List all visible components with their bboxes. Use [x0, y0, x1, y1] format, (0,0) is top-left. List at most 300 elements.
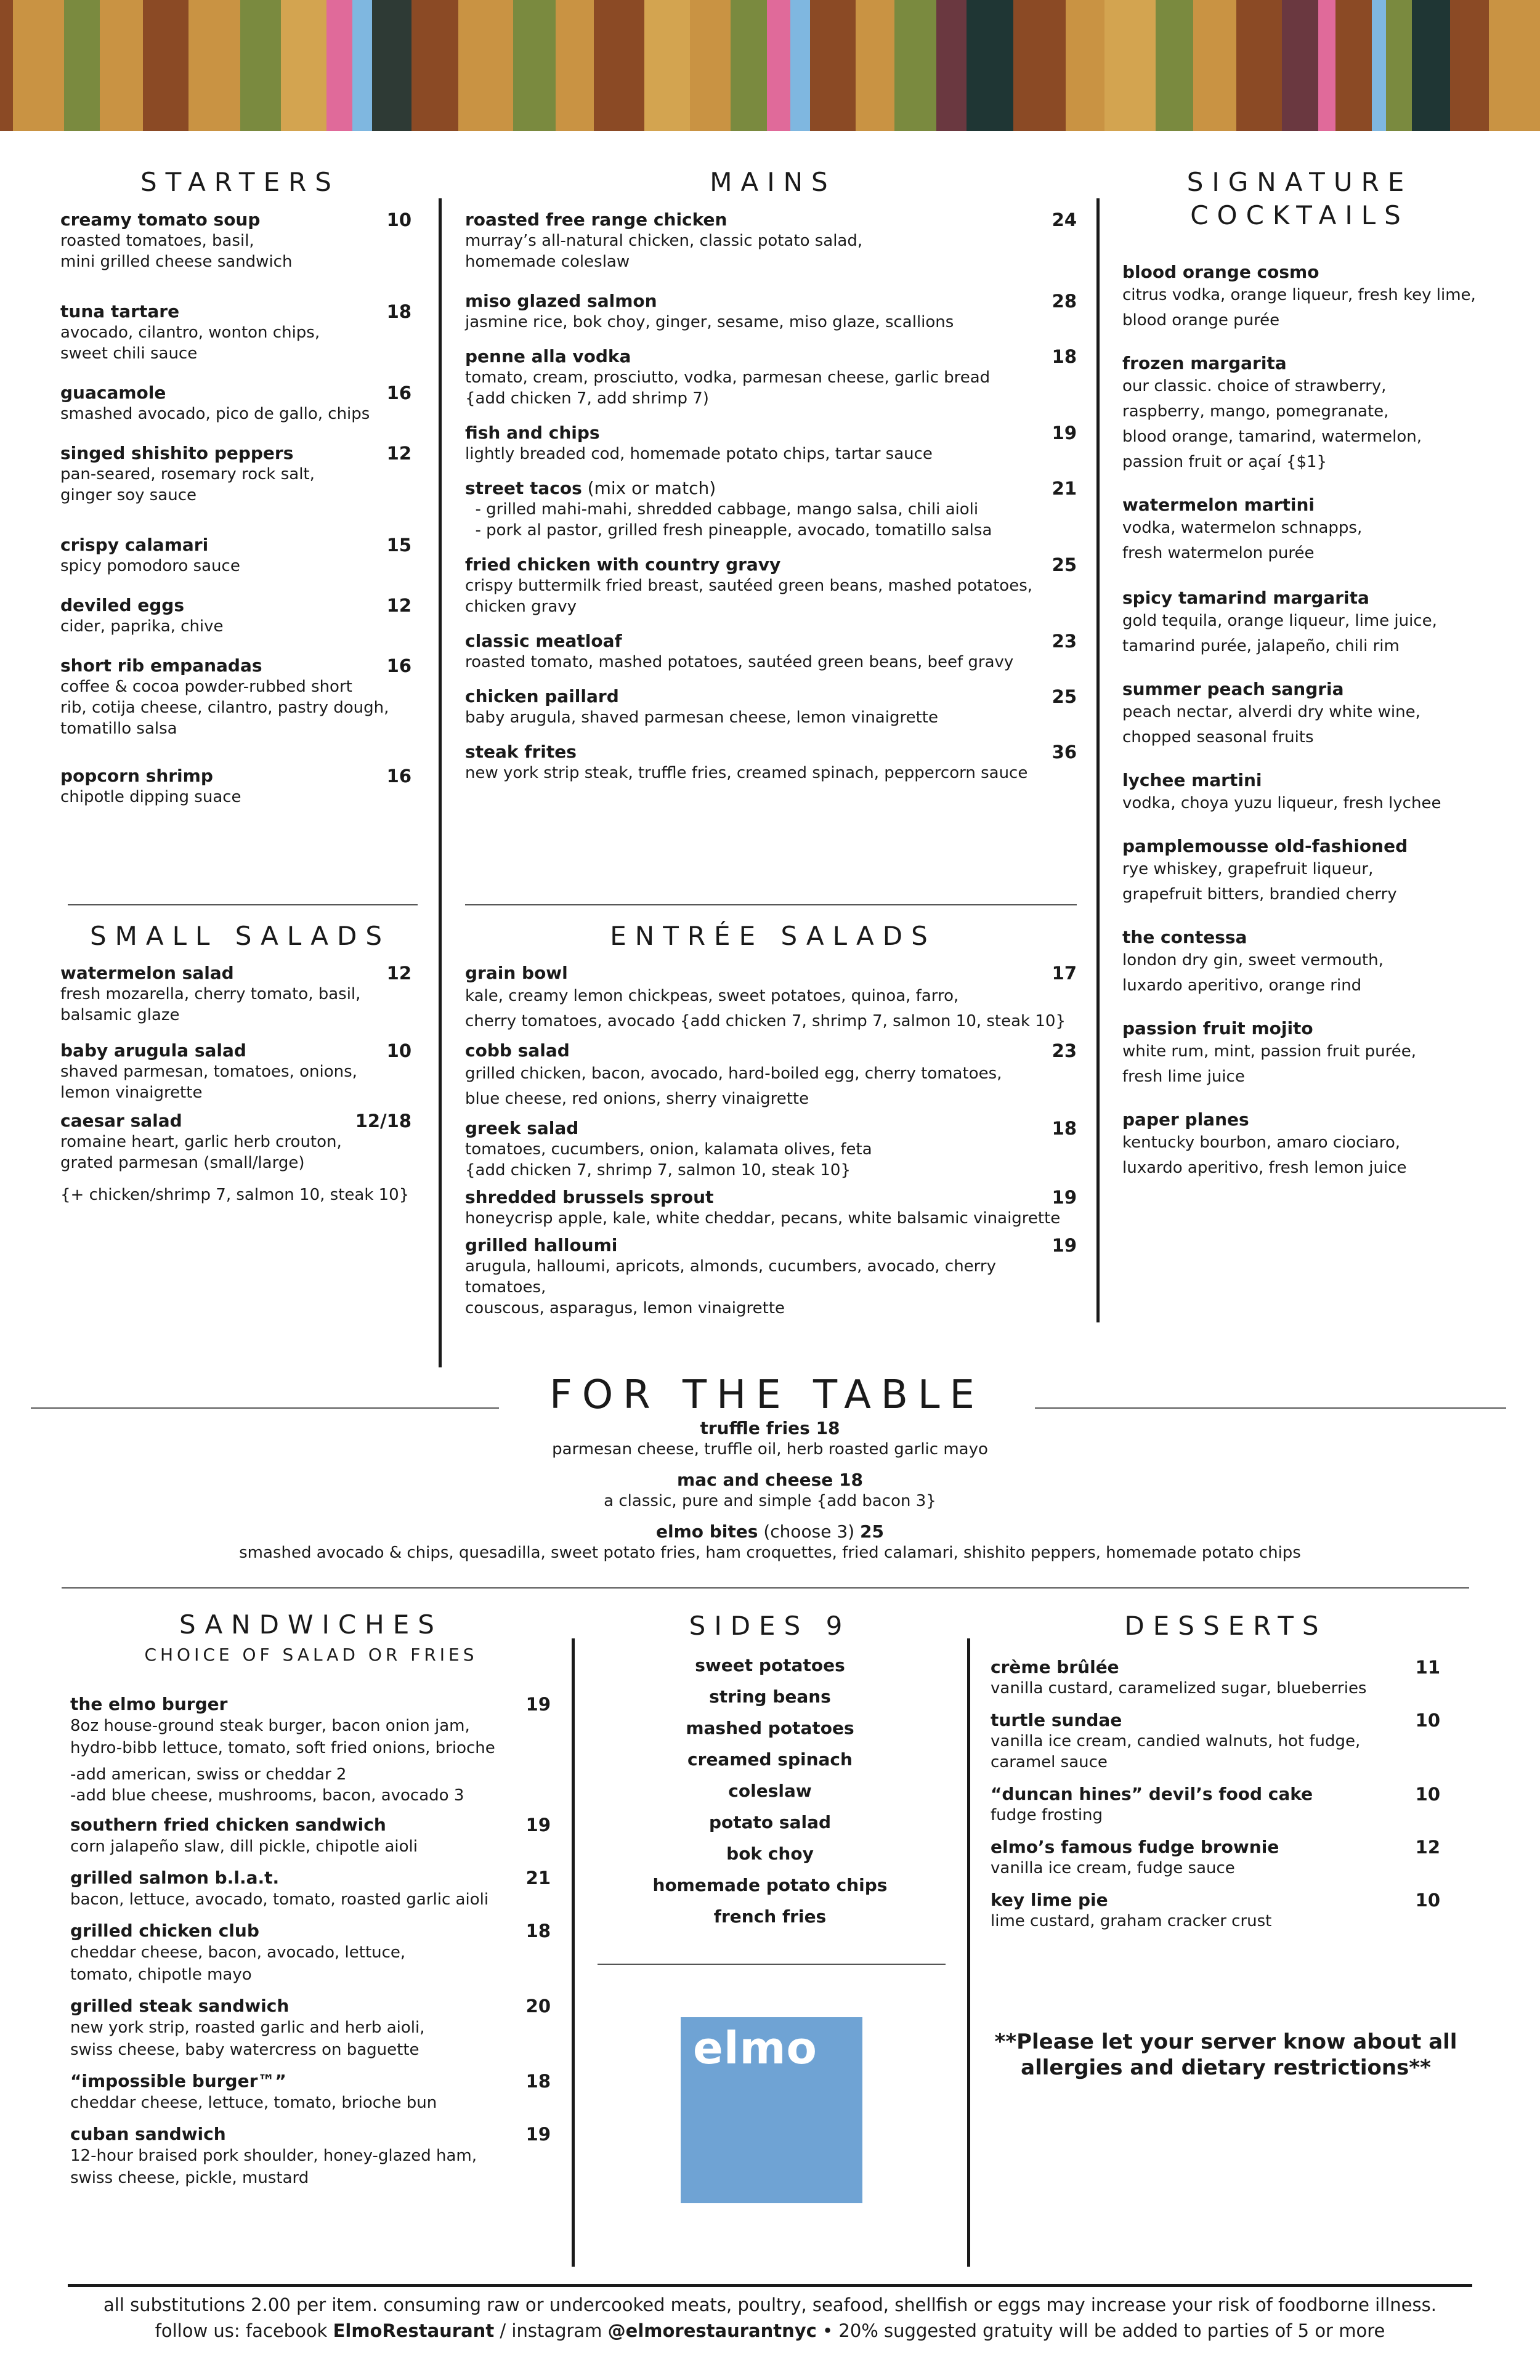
item-price: 19 [525, 1815, 551, 1836]
item-name-text: guacamole [60, 382, 166, 403]
side-item: bok choy [726, 1844, 814, 1864]
footer-gratuity: • 20% suggested gratuity will be added to parties of 5 or more [816, 2320, 1385, 2341]
stripe [326, 0, 352, 131]
item-price: 25 [860, 1521, 884, 1542]
stripe [767, 0, 790, 131]
item-name [60, 766, 411, 787]
item-name [60, 595, 411, 616]
item-description: corn jalapeño slaw, dill pickle, chipotle aioli [70, 1837, 418, 1856]
item-name [465, 423, 1077, 443]
decorative-stripe-banner [0, 0, 1540, 131]
facebook-link[interactable]: ElmoRestaurant [333, 2320, 495, 2341]
item-description: smashed avocado & chips, quesadilla, sweet potato fries, ham croquettes, fried calamari, shishito peppers, homemade potato chips [239, 1544, 1301, 1562]
dessert-item [991, 1710, 1459, 1773]
side-item: sweet potatoes [695, 1655, 845, 1675]
divider [465, 904, 1077, 905]
item-name [465, 1040, 1077, 1061]
item-name [62, 1470, 1478, 1491]
item-name-text: tuna tartare [60, 301, 180, 322]
sides-list [591, 1649, 949, 1932]
item-name-text: pamplemousse old-fashioned [1122, 836, 1408, 856]
item-price: 12 [1415, 1837, 1440, 1858]
item-name [1122, 1109, 1510, 1130]
item-name [465, 686, 1077, 707]
item-description: roasted tomatoes, basil, mini grilled cheese sandwich [60, 232, 293, 271]
item-description: fresh mozarella, cherry tomato, basil, balsamic glaze [60, 985, 361, 1024]
cocktail-item [1122, 1109, 1510, 1181]
item-name-text: baby arugula salad [60, 1040, 246, 1061]
stripe [967, 0, 1013, 131]
item-description: murray’s all-natural chicken, classic potato salad, homemade coleslaw [465, 232, 863, 271]
small-salads-list [60, 963, 411, 1205]
stripe [458, 0, 513, 131]
item-name-text: street tacos [465, 478, 582, 498]
item-description: honeycrisp apple, kale, white cheddar, pecans, white balsamic vinaigrette [465, 1209, 1061, 1228]
cocktail-item [1122, 836, 1510, 907]
item-name-text: key lime pie [991, 1890, 1108, 1910]
item-price: 10 [386, 1040, 411, 1061]
item-name-text: the contessa [1122, 927, 1247, 947]
item-name-text: shredded brussels sprout [465, 1187, 714, 1207]
item-name [60, 382, 411, 403]
starters-list [60, 209, 411, 808]
stripe [100, 0, 143, 131]
main-item [465, 554, 1077, 617]
item-name [465, 1118, 1077, 1139]
divider [62, 1587, 1469, 1589]
item-name [70, 2071, 551, 2092]
main-item [465, 209, 1077, 272]
item-description: - grilled mahi-mahi, shredded cabbage, mango salsa, chili aioli - pork al pastor, grilled fresh pineapple, avocado, tomatillo salsa [475, 500, 992, 540]
small-salads-heading: SMALL SALADS [89, 921, 391, 951]
item-name [62, 1521, 1478, 1542]
cocktail-item [1122, 927, 1510, 998]
item-price: 21 [1052, 478, 1077, 499]
item-name [60, 535, 411, 556]
item-name-text: turtle sundae [991, 1710, 1122, 1730]
item-name-text: fish and chips [465, 423, 600, 443]
divider [31, 1407, 499, 1409]
starter-item [60, 655, 411, 739]
item-name-text: frozen margarita [1122, 353, 1287, 373]
item-price: 16 [386, 766, 411, 787]
item-description: kale, creamy lemon chickpeas, sweet potatoes, quinoa, farro, cherry tomatoes, avocado {add chicken 7, shrimp 7, salmon 10, steak 10} [465, 987, 1066, 1030]
item-description: vanilla ice cream, candied walnuts, hot fudge, caramel sauce [991, 1732, 1361, 1771]
divider [68, 904, 418, 905]
for-the-table-heading: FOR THE TABLE [549, 1372, 984, 1418]
item-description: spicy pomodoro sauce [60, 557, 240, 575]
item-note: (choose 3) [758, 1521, 861, 1542]
item-description: pan-seared, rosemary rock salt, ginger soy sauce [60, 465, 315, 504]
entree-salad-item [465, 1235, 1077, 1319]
entree-salad-item [465, 1118, 1077, 1181]
table-item [62, 1521, 1478, 1563]
item-name-text: classic meatloaf [465, 631, 622, 651]
item-name-text: blood orange cosmo [1122, 262, 1319, 282]
main-item [465, 478, 1077, 541]
item-description: fudge frosting [991, 1806, 1103, 1824]
stripe [1282, 0, 1318, 131]
footer-instagram-label: / instagram [494, 2320, 608, 2341]
item-name [60, 655, 411, 676]
starter-item [60, 301, 411, 364]
stripe [1489, 0, 1540, 131]
entree-salad-item [465, 963, 1077, 1034]
column-divider [572, 1638, 575, 2267]
side-item: mashed potatoes [686, 1718, 854, 1738]
item-description: cider, paprika, chive [60, 617, 224, 636]
stripe [143, 0, 188, 131]
entree-salad-item [465, 1187, 1077, 1229]
sandwich-item [70, 1868, 551, 1911]
mains-list [465, 209, 1077, 783]
stripe [411, 0, 458, 131]
stripe [1412, 0, 1449, 131]
cocktail-item [1122, 679, 1510, 750]
item-name [991, 1657, 1459, 1678]
stripe [1372, 0, 1386, 131]
stripe [894, 0, 936, 131]
item-description: gold tequila, orange liqueur, lime juice, tamarind purée, jalapeño, chili rim [1122, 612, 1437, 655]
item-description: new york strip, roasted garlic and herb aioli, swiss cheese, baby watercress on baguette [70, 2018, 425, 2059]
entree-salads-list [465, 963, 1077, 1325]
stripe [936, 0, 967, 131]
item-name [60, 301, 411, 322]
item-name-text: summer peach sangria [1122, 679, 1344, 699]
item-name-text: steak frites [465, 742, 577, 762]
item-price: 19 [1052, 1235, 1077, 1256]
starters-heading: STARTERS [140, 167, 340, 197]
item-price: 25 [1052, 686, 1077, 707]
item-name-text: singed shishito peppers [60, 443, 294, 463]
dessert-item [991, 1784, 1459, 1826]
stripe [1236, 0, 1282, 131]
item-name [1122, 836, 1510, 857]
item-description: roasted tomato, mashed potatoes, sautéed green beans, beef gravy [465, 653, 1014, 671]
item-note: (mix or match) [582, 478, 716, 498]
item-price: 25 [1052, 554, 1077, 575]
item-name-text: grilled salmon b.l.a.t. [70, 1868, 280, 1888]
item-description: new york strip steak, truffle fries, creamed spinach, peppercorn sauce [465, 764, 1028, 782]
stripe [1066, 0, 1104, 131]
stripe [1013, 0, 1066, 131]
sandwiches-subtitle: CHOICE OF SALAD OR FRIES [144, 1645, 478, 1665]
item-name-text: short rib empanadas [60, 655, 262, 676]
small-salads-addon-note: {+ chicken/shrimp 7, salmon 10, steak 10} [60, 1186, 410, 1204]
item-name [465, 209, 1077, 230]
stripe [690, 0, 731, 131]
item-name-text: chicken paillard [465, 686, 619, 706]
small-salad-item [60, 963, 411, 1026]
item-name [70, 1868, 551, 1888]
stripe [1156, 0, 1193, 131]
item-description: citrus vodka, orange liqueur, fresh key lime, blood orange purée [1122, 286, 1476, 330]
item-description: cheddar cheese, bacon, avocado, lettuce, tomato, chipotle mayo [70, 1943, 406, 1984]
item-name-text: the elmo burger [70, 1694, 228, 1714]
cocktails-heading-line2: COCKTAILS [1190, 200, 1409, 230]
side-item: string beans [709, 1686, 831, 1707]
item-price: 11 [1415, 1657, 1440, 1678]
stripe [1450, 0, 1489, 131]
item-name [465, 963, 1077, 984]
item-name-text: watermelon salad [60, 963, 234, 983]
stripe [1318, 0, 1335, 131]
starter-item [60, 209, 411, 272]
stripe [352, 0, 372, 131]
item-price: 16 [386, 655, 411, 676]
item-description: jasmine rice, bok choy, ginger, sesame, miso glaze, scallions [465, 313, 954, 331]
item-name-text: caesar salad [60, 1111, 182, 1131]
stripe [188, 0, 241, 131]
item-name-text: spicy tamarind margarita [1122, 588, 1369, 608]
item-description: shaved parmesan, tomatoes, onions, lemon vinaigrette [60, 1062, 357, 1102]
item-name [70, 1996, 551, 2017]
item-name [1122, 353, 1510, 374]
cocktail-item [1122, 770, 1510, 816]
logo-text: elmo [693, 2022, 817, 2074]
main-item [465, 291, 1077, 333]
item-name [70, 1694, 551, 1715]
item-name-text: deviled eggs [60, 595, 185, 615]
stripe [556, 0, 593, 131]
cocktail-item [1122, 262, 1510, 333]
item-name-text: fried chicken with country gravy [465, 554, 781, 575]
dessert-item [991, 1890, 1459, 1932]
stripe [1193, 0, 1236, 131]
sandwich-item [70, 2124, 551, 2189]
item-price: 12/18 [355, 1111, 411, 1131]
item-description: baby arugula, shaved parmesan cheese, lemon vinaigrette [465, 708, 938, 727]
item-description: grilled chicken, bacon, avocado, hard-boiled egg, cherry tomatoes, blue cheese, red onions, sherry vinaigrette [465, 1064, 1002, 1108]
stripe [372, 0, 411, 131]
item-price: 18 [386, 301, 411, 322]
item-name [465, 1235, 1077, 1256]
item-name-text: cobb salad [465, 1040, 570, 1061]
stripe [281, 0, 326, 131]
item-description: arugula, halloumi, apricots, almonds, cucumbers, avocado, cherry tomatoes, couscous, asparagus, lemon vinaigrette [465, 1257, 996, 1318]
item-description: chipotle dipping suace [60, 788, 241, 806]
item-price: 24 [1052, 209, 1077, 230]
item-description: london dry gin, sweet vermouth, luxardo aperitivo, orange rind [1122, 951, 1384, 995]
dessert-item [991, 1657, 1459, 1699]
item-description: bacon, lettuce, avocado, tomato, roasted garlic aioli [70, 1890, 489, 1909]
item-price: 21 [525, 1868, 551, 1888]
item-description: lime custard, graham cracker crust [991, 1912, 1272, 1930]
item-description: smashed avocado, pico de gallo, chips [60, 405, 370, 423]
main-item [465, 686, 1077, 728]
item-name-text: roasted free range chicken [465, 209, 727, 230]
item-name [991, 1837, 1459, 1858]
desserts-heading: DESSERTS [1124, 1611, 1327, 1641]
item-name-text: miso glazed salmon [465, 291, 657, 311]
item-description: vanilla custard, caramelized sugar, blueberries [991, 1679, 1367, 1698]
item-description: rye whiskey, grapefruit liqueur, grapefruit bitters, brandied cherry [1122, 860, 1397, 904]
item-price: 16 [386, 382, 411, 403]
item-description: vanilla ice cream, fudge sauce [991, 1859, 1235, 1877]
stripe [790, 0, 810, 131]
item-name [1122, 770, 1510, 791]
item-description: kentucky bourbon, amaro ciociaro, luxardo aperitivo, fresh lemon juice [1122, 1133, 1407, 1177]
item-name-text: truffle fries 18 [700, 1418, 840, 1438]
item-name [465, 742, 1077, 763]
starter-item [60, 595, 411, 637]
item-price: 18 [525, 2071, 551, 2092]
column-divider [439, 198, 442, 1367]
item-name-text: cuban sandwich [70, 2124, 226, 2144]
item-price: 18 [1052, 1118, 1077, 1139]
item-name [991, 1784, 1459, 1805]
item-name [1122, 927, 1510, 948]
side-item: coleslaw [728, 1781, 812, 1801]
item-description: a classic, pure and simple {add bacon 3} [604, 1492, 936, 1510]
item-name [60, 209, 411, 230]
cocktail-item [1122, 588, 1510, 659]
item-description: cheddar cheese, lettuce, tomato, brioche bun [70, 2094, 437, 2112]
item-price: 10 [386, 209, 411, 230]
item-name [70, 2124, 551, 2145]
divider [1035, 1407, 1506, 1409]
starter-item [60, 382, 411, 424]
stripe [13, 0, 64, 131]
item-price: 17 [1052, 963, 1077, 984]
item-name [60, 1040, 411, 1061]
item-price: 23 [1052, 631, 1077, 652]
item-name [991, 1890, 1459, 1911]
cocktail-item [1122, 1018, 1510, 1090]
item-price: 12 [386, 595, 411, 616]
item-name [465, 291, 1077, 312]
item-name [1122, 588, 1510, 609]
item-name [1122, 262, 1510, 283]
item-description: vodka, watermelon schnapps, fresh watermelon purée [1122, 519, 1363, 562]
item-price: 23 [1052, 1040, 1077, 1061]
sandwich-item [70, 1694, 551, 1806]
stripe [594, 0, 645, 131]
item-name [465, 346, 1077, 367]
main-item [465, 346, 1077, 409]
item-name-text: greek salad [465, 1118, 579, 1138]
item-name [465, 1187, 1077, 1208]
main-item [465, 423, 1077, 464]
stripe [240, 0, 281, 131]
item-name [1122, 1018, 1510, 1039]
starter-item [60, 443, 411, 506]
item-name-text: elmo’s famous fudge brownie [991, 1837, 1279, 1857]
item-price: 28 [1052, 291, 1077, 312]
item-name [465, 554, 1077, 575]
item-name [62, 1418, 1478, 1439]
stripe [810, 0, 856, 131]
item-price: 10 [1415, 1890, 1440, 1911]
item-addons: -add american, swiss or cheddar 2 -add blue cheese, mushrooms, bacon, avocado 3 [70, 1765, 464, 1805]
footer-social [37, 2317, 1503, 2344]
item-description: romaine heart, garlic herb crouton, grated parmesan (small/large) [60, 1133, 342, 1172]
stripe [64, 0, 100, 131]
cocktails-heading-line1: SIGNATURE [1186, 167, 1413, 197]
stripe [1386, 0, 1412, 131]
for-the-table-list [62, 1418, 1478, 1573]
item-price: 19 [1052, 423, 1077, 443]
item-price: 18 [1052, 346, 1077, 367]
cocktail-item [1122, 353, 1510, 475]
item-price: 12 [386, 443, 411, 464]
item-description: vodka, choya yuzu liqueur, fresh lychee [1122, 794, 1441, 812]
stripe [856, 0, 894, 131]
starter-item [60, 766, 411, 808]
main-item [465, 742, 1077, 783]
item-name-text: crispy calamari [60, 535, 209, 555]
item-name [1122, 495, 1510, 516]
small-salad-item [60, 1111, 411, 1173]
item-name-text: passion fruit mojito [1122, 1018, 1313, 1038]
item-name-text: popcorn shrimp [60, 766, 213, 786]
footer-rule [68, 2284, 1472, 2287]
table-item [62, 1418, 1478, 1460]
item-name-text: creamy tomato soup [60, 209, 261, 230]
item-price: 15 [386, 535, 411, 556]
side-item: potato salad [708, 1812, 832, 1832]
item-name-text: grilled chicken club [70, 1921, 259, 1941]
item-name-text: “impossible burger™” [70, 2071, 286, 2091]
sides-heading: SIDES 9 [689, 1611, 851, 1641]
item-name [991, 1710, 1459, 1731]
sandwiches-heading: SANDWICHES [179, 1609, 443, 1640]
stripe [1335, 0, 1372, 131]
side-item: creamed spinach [687, 1749, 853, 1770]
item-description: white rum, mint, passion fruit purée, fresh lime juice [1122, 1042, 1416, 1086]
item-description: avocado, cilantro, wonton chips, sweet chili sauce [60, 323, 320, 363]
instagram-link[interactable]: @elmorestaurantnyc [607, 2320, 817, 2341]
item-price: 10 [1415, 1784, 1440, 1805]
dessert-item [991, 1837, 1459, 1879]
table-item [62, 1470, 1478, 1512]
item-name-text: southern fried chicken sandwich [70, 1815, 386, 1835]
item-name [465, 631, 1077, 652]
item-name [70, 1921, 551, 1941]
item-description: 12-hour braised pork shoulder, honey-glazed ham, swiss cheese, pickle, mustard [70, 2147, 477, 2187]
item-name-text: grain bowl [465, 963, 568, 983]
item-name [1122, 679, 1510, 700]
side-item: french fries [713, 1906, 827, 1927]
item-name-text: “duncan hines” devil’s food cake [991, 1784, 1313, 1804]
allergy-note: **Please let your server know about all allergies and dietary restrictions** [994, 2030, 1457, 2080]
item-name [60, 963, 411, 984]
item-description: tomato, cream, prosciutto, vodka, parmesan cheese, garlic bread {add chicken 7, add shrimp 7) [465, 368, 991, 408]
item-description: lightly breaded cod, homemade potato chips, tartar sauce [465, 445, 933, 463]
side-item: homemade potato chips [652, 1875, 888, 1895]
item-name-text: watermelon martini [1122, 495, 1315, 515]
item-name-text: crème brûlée [991, 1657, 1119, 1677]
column-divider [967, 1638, 970, 2267]
footer-disclaimer: all substitutions 2.00 per item. consuming raw or undercooked meats, poultry, seafood, shellfish or eggs may increase your risk of foodborne illness. [103, 2294, 1437, 2315]
item-price: 10 [1415, 1710, 1440, 1731]
item-description: 8oz house-ground steak burger, bacon onion jam, hydro-bibb lettuce, tomato, soft fried onions, brioche [70, 1717, 495, 1757]
item-name-text: grilled steak sandwich [70, 1996, 290, 2016]
sandwich-item [70, 2071, 551, 2114]
entree-salads-heading: ENTRÉE SALADS [610, 921, 936, 951]
cocktails-list [1122, 262, 1510, 1181]
sandwich-item [70, 1815, 551, 1858]
column-divider [1096, 198, 1100, 1322]
mains-heading: MAINS [710, 167, 837, 197]
stripe [0, 0, 13, 131]
item-name [60, 443, 411, 464]
item-name [70, 1815, 551, 1836]
desserts-list [991, 1657, 1459, 1943]
item-name-text: lychee martini [1122, 770, 1262, 790]
item-price: 19 [525, 2124, 551, 2145]
stripe [1104, 0, 1156, 131]
